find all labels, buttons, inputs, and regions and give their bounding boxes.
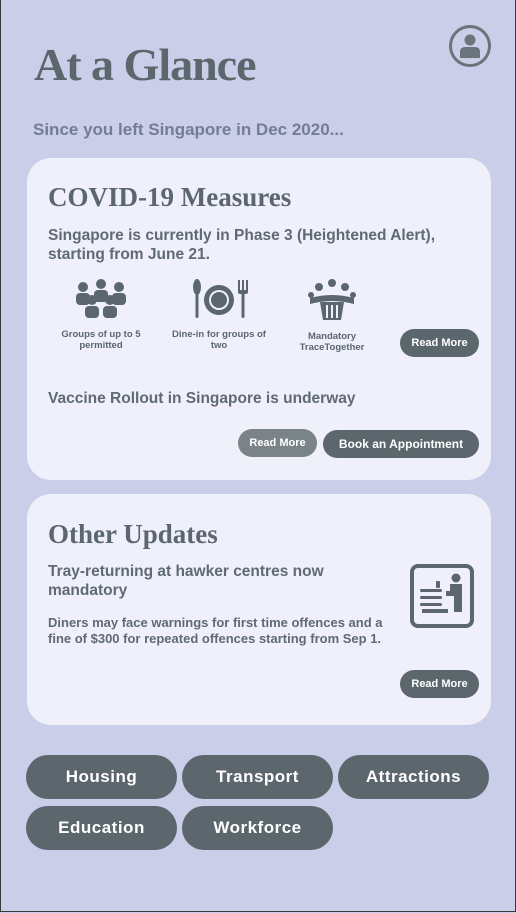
measure-label: Dine-in for groups of two [172,329,266,351]
other-updates-card [27,494,491,725]
tray-return-icon [410,564,474,628]
dining-icon [189,278,249,320]
person-icon [458,33,482,59]
update-headline: Tray-returning at hawker centres now mandatory [48,563,324,599]
covid-measures-card [27,158,491,480]
updates-card-title: Other Updates [48,519,218,549]
category-attractions-button[interactable]: Attractions [338,755,489,799]
vaccine-text: Vaccine Rollout in Singapore is underway [48,390,356,407]
group-icon [73,278,129,320]
update-body: Diners may face warnings for first time offences and a fine of $300 for repeated offences starting from Sep 1. [48,615,383,646]
category-education-button[interactable]: Education [26,806,177,850]
measure-tracetogether [284,278,380,353]
measure-group-size [53,278,149,351]
measures-read-more-button[interactable]: Read More [400,329,479,357]
tracetogether-icon [307,278,357,322]
updates-read-more-button[interactable]: Read More [400,670,479,698]
page-title: At a Glance [34,39,256,90]
category-transport-button[interactable]: Transport [182,755,333,799]
covid-card-title: COVID-19 Measures [48,182,292,212]
page-subtitle: Since you left Singapore in Dec 2020... [33,120,344,139]
measure-label: Mandatory TraceTogether [299,331,365,353]
phase-text: Singapore is currently in Phase 3 (Heightened Alert), starting from June 21. [48,227,436,263]
measure-label: Groups of up to 5 permitted [61,329,141,351]
measure-dine-in [171,278,267,351]
vaccine-read-more-button[interactable]: Read More [238,429,317,457]
category-workforce-button[interactable]: Workforce [182,806,333,850]
profile-button[interactable] [449,25,491,67]
book-appointment-button[interactable]: Book an Appointment [323,430,479,458]
category-housing-button[interactable]: Housing [26,755,177,799]
